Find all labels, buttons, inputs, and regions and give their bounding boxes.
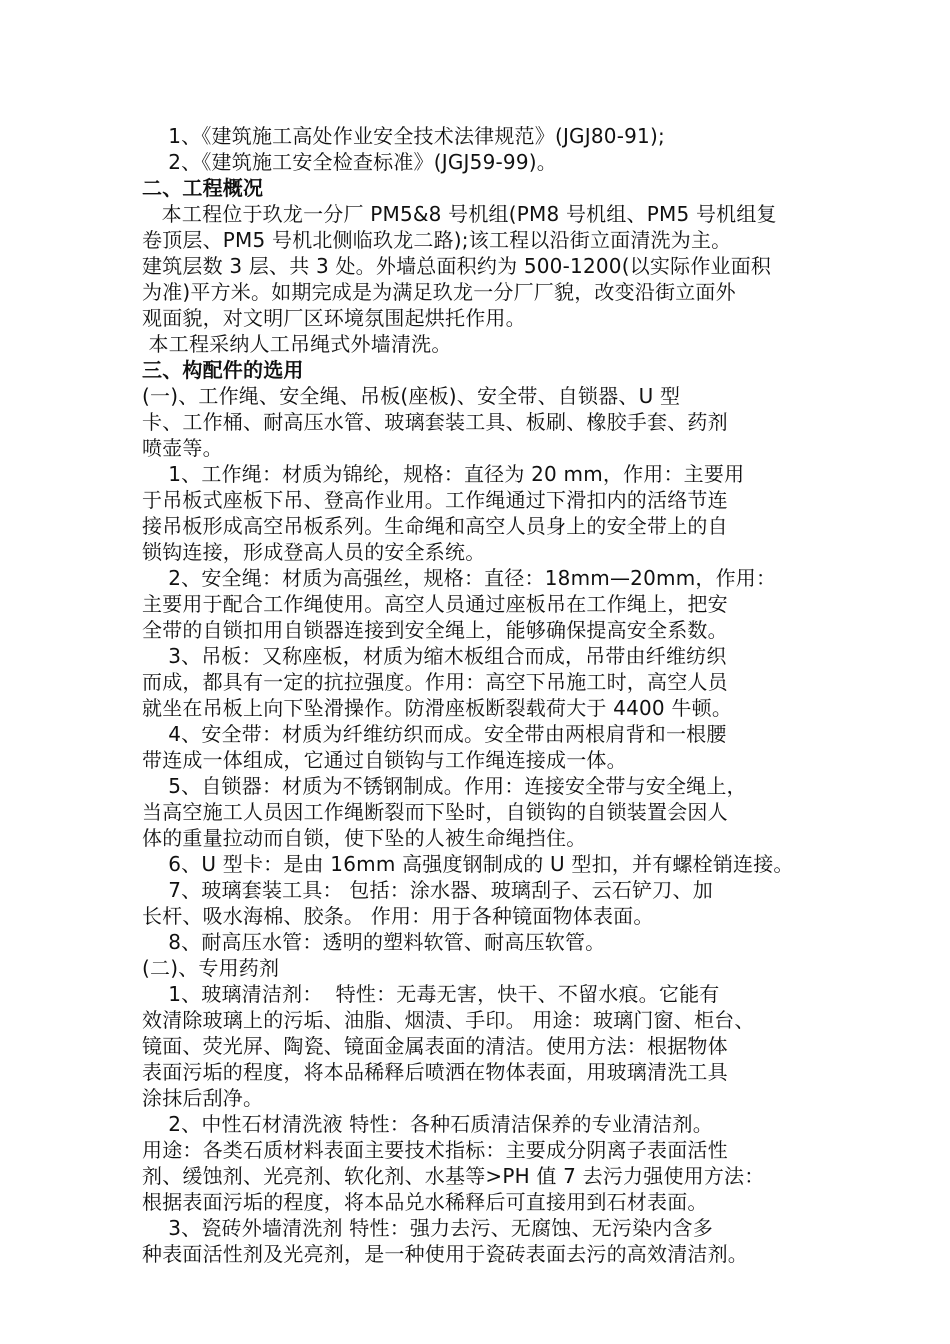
paragraph-line: 镜面、荧光屏、陶瓷、镜面金属表面的清洁。使用方法：根据物体 xyxy=(142,1034,728,1058)
paragraph-line: 6、U 型卡：是由 16mm 高强度钢制成的 U 型扣，并有螺栓销连接。 xyxy=(142,852,794,876)
paragraph-line: 种表面活性剂及光亮剂，是一种使用于瓷砖表面去污的高效清洁剂。 xyxy=(142,1242,748,1266)
paragraph-line: 观面貌，对文明厂区环境氛围起烘托作用。 xyxy=(142,306,526,330)
reference-line-2: 2、《建筑施工安全检查标准》(JGJ59-99)。 xyxy=(142,150,557,174)
paragraph-line: 5、自锁器：材质为不锈钢制成。作用：连接安全带与安全绳上， xyxy=(142,774,747,798)
paragraph-line: 接吊板形成高空吊板系列。生命绳和高空人员身上的安全带上的自 xyxy=(142,514,728,538)
paragraph-line: 锁钩连接，形成登高人员的安全系统。 xyxy=(142,540,486,564)
paragraph-line: 卷顶层、PM5 号机北侧临玖龙二路);该工程以沿街立面清洗为主。 xyxy=(142,228,732,252)
paragraph-line: 剂、缓蚀剂、光亮剂、软化剂、水基等>PH 值 7 去污力强使用方法： xyxy=(142,1164,765,1188)
paragraph-line: 为准)平方米。如期完成是为满足玖龙一分厂厂貌，改变沿街立面外 xyxy=(142,280,736,304)
paragraph-line: 卡、工作桶、耐高压水管、玻璃套装工具、板刷、橡胶手套、药剂 xyxy=(142,410,728,434)
paragraph-line: 8、耐高压水管：透明的塑料软管、耐高压软管。 xyxy=(142,930,606,954)
paragraph-line: 全带的自锁扣用自锁器连接到安全绳上，能够确保提高安全系数。 xyxy=(142,618,728,642)
paragraph-line: 本工程位于玖龙一分厂 PM5&8 号机组(PM8 号机组、PM5 号机组复 xyxy=(142,202,777,226)
paragraph-line: 建筑层数 3 层、共 3 处。外墙总面积约为 500-1200(以实际作业面积 xyxy=(142,254,772,278)
paragraph-line: 3、瓷砖外墙清洗剂 特性：强力去污、无腐蚀、无污染内含多 xyxy=(142,1216,713,1240)
subsection-heading-chemicals: (二)、专用药剂 xyxy=(142,956,280,980)
paragraph-line: 体的重量拉动而自锁，使下坠的人被生命绳挡住。 xyxy=(142,826,587,850)
paragraph-line: 主要用于配合工作绳使用。高空人员通过座板吊在工作绳上，把安 xyxy=(142,592,728,616)
paragraph-line: 7、玻璃套装工具： 包括：涂水器、玻璃刮子、云石铲刀、加 xyxy=(142,878,713,902)
paragraph-line: 表面污垢的程度，将本品稀释后喷洒在物体表面，用玻璃清洗工具 xyxy=(142,1060,728,1084)
paragraph-line: 而成，都具有一定的抗拉强度。作用：高空下吊施工时，高空人员 xyxy=(142,670,728,694)
paragraph-line: 1、工作绳：材质为锦纶，规格：直径为 20 mm，作用：主要用 xyxy=(142,462,745,486)
paragraph-line: 2、中性石材清洗液 特性：各种石质清洁保养的专业清洁剂。 xyxy=(142,1112,713,1136)
paragraph-line: 根据表面污垢的程度，将本品兑水稀释后可直接用到石材表面。 xyxy=(142,1190,708,1214)
paragraph-line: 3、吊板：又称座板，材质为缩木板组合而成，吊带由纤维纺织 xyxy=(142,644,727,668)
paragraph-line: 用途：各类石质材料表面主要技术指标：主要成分阴离子表面活性 xyxy=(142,1138,728,1162)
paragraph-line: 长杆、吸水海棉、胶条。 作用：用于各种镜面物体表面。 xyxy=(142,904,654,928)
paragraph-line: 效清除玻璃上的污垢、油脂、烟渍、手印。 用途：玻璃门窗、柜台、 xyxy=(142,1008,755,1032)
paragraph-line: 喷壶等。 xyxy=(142,436,223,460)
paragraph-line: 4、安全带：材质为纤维纺织而成。安全带由两根肩背和一根腰 xyxy=(142,722,727,746)
paragraph-line: (一)、工作绳、安全绳、吊板(座板)、安全带、自锁器、U 型 xyxy=(142,384,681,408)
reference-line-1: 1、《建筑施工高处作业安全技术法律规范》(JGJ80-91); xyxy=(142,124,665,148)
paragraph-line: 当高空施工人员因工作绳断裂而下坠时，自锁钩的自锁装置会因人 xyxy=(142,800,728,824)
section-heading-overview: 二、工程概况 xyxy=(142,176,264,200)
paragraph-line: 本工程采纳人工吊绳式外墙清洗。 xyxy=(142,332,452,356)
paragraph-line: 1、玻璃清洁剂： 特性：无毒无害，快干、不留水痕。它能有 xyxy=(142,982,720,1006)
paragraph-line: 于吊板式座板下吊、登高作业用。工作绳通过下滑扣内的活络节连 xyxy=(142,488,728,512)
paragraph-line: 涂抹后刮净。 xyxy=(142,1086,264,1110)
paragraph-line: 带连成一体组成，它通过自锁钩与工作绳连接成一体。 xyxy=(142,748,627,772)
paragraph-line: 就坐在吊板上向下坠滑操作。防滑座板断裂载荷大于 4400 牛顿。 xyxy=(142,696,733,720)
section-heading-components: 三、构配件的选用 xyxy=(142,358,304,382)
paragraph-line: 2、安全绳：材质为高强丝，规格：直径：18mm—20mm，作用： xyxy=(142,566,777,590)
